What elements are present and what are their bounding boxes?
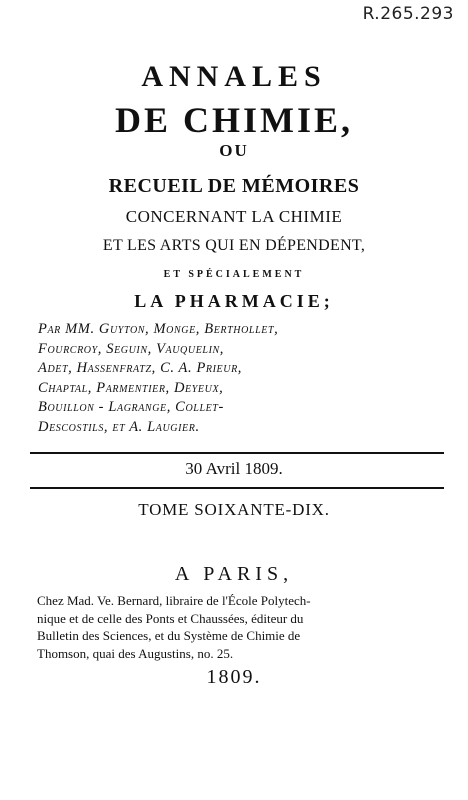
imprint-city: A PARIS,: [174, 563, 294, 585]
author-list: [38, 320, 438, 437]
title-annales: ANNALES: [141, 60, 327, 93]
subtitle-pharmacie: LA PHARMACIE;: [134, 291, 334, 311]
publisher-line: Chez Mad. Ve. Bernard, libraire de l'École Polytech-: [37, 593, 311, 608]
publication-year: 1809.: [206, 666, 262, 688]
subtitle-specialement: ET SPÉCIALEMENT: [163, 269, 305, 280]
publisher-line: Thomson, quai des Augustins, no. 25.: [37, 645, 234, 661]
publisher-line: Bulletin des Sciences, et du Système de Chimie de: [37, 628, 301, 643]
title-ou: OU: [219, 141, 249, 160]
author-line: Chaptal, Parmentier, Deyeux,: [38, 379, 224, 396]
shelfmark-annotation: R.265.293: [362, 4, 454, 24]
divider-bottom: [30, 487, 444, 489]
author-line: Bouillon - Lagrange, Collet-: [38, 399, 224, 415]
subtitle-concernant: CONCERNANT LA CHIMIE: [125, 207, 343, 226]
author-line: Descostils, et A. Laugier.: [38, 418, 200, 435]
author-line: Adet, Hassenfratz, C. A. Prieur,: [38, 360, 243, 376]
author-line: Par MM. Guyton, Monge, Berthollet,: [38, 321, 279, 337]
publisher-block: [37, 592, 447, 662]
issue-date: 30 Avril 1809.: [185, 459, 283, 478]
volume-label: TOME SOIXANTE-DIX.: [138, 500, 330, 519]
subtitle-arts: ET LES ARTS QUI EN DÉPENDENT,: [102, 237, 366, 254]
subtitle-recueil: RECUEIL DE MÉMOIRES: [108, 175, 360, 197]
author-line: Fourcroy, Seguin, Vauquelin,: [38, 340, 224, 357]
title-de-chimie: DE CHIMIE,: [114, 100, 354, 140]
publisher-line: nique et de celle des Ponts et Chaussées, éditeur du: [37, 610, 304, 626]
divider-top: [30, 452, 444, 454]
